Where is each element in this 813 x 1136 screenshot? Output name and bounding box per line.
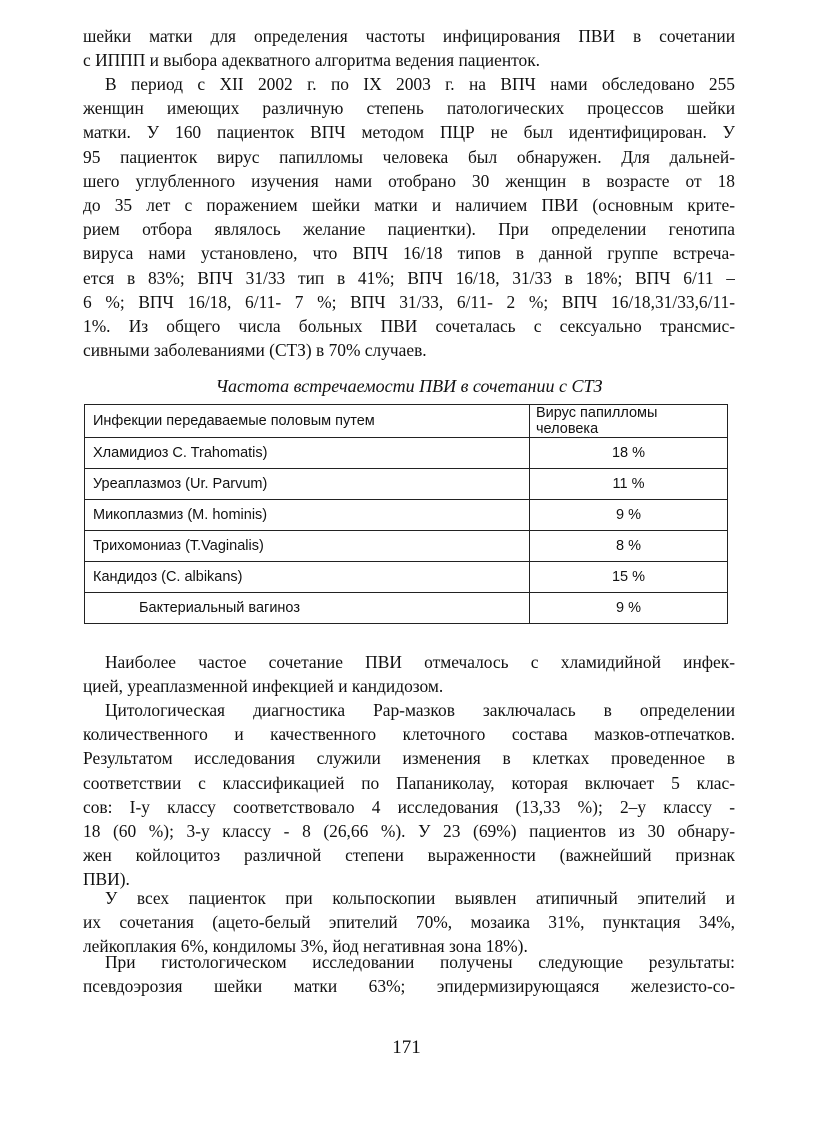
text-line: В период с XII 2002 г. по IX 2003 г. на ВПЧ нами обследовано 255 bbox=[105, 74, 735, 94]
text-line: сивными заболеваниями (СТЗ) в 70% случаев. bbox=[83, 340, 427, 361]
text-line: сов: I-у классу соответствовало 4 исследования (13,33 %); 2–у классу - bbox=[83, 796, 735, 817]
infection-cell: Трихомониаз (T.Vaginalis) bbox=[85, 531, 530, 562]
text-line: матки. У 160 пациенток ВПЧ методом ПЦР не был идентифицирован. У bbox=[83, 122, 735, 143]
infection-cell: Микоплазмиз (M. hominis) bbox=[85, 500, 530, 531]
text-line: рием отбора являлось желание пациентки). При определении генотипа bbox=[83, 219, 735, 240]
text-line: до 35 лет с поражением шейки матки и наличием ПВИ (основным крите- bbox=[83, 195, 735, 216]
infection-cell: Хламидиоз C. Trahomatis) bbox=[85, 438, 530, 469]
table-row bbox=[85, 500, 728, 531]
table-row bbox=[85, 593, 728, 624]
frequency-table bbox=[84, 404, 728, 624]
paragraph-histology bbox=[83, 950, 735, 998]
page-number: 171 bbox=[392, 1037, 421, 1058]
text-line: У всех пациенток при кольпоскопии выявлен атипичный эпителий и bbox=[105, 888, 735, 908]
paragraph-study-description bbox=[83, 72, 735, 362]
text-line: 18 (60 %); 3-у классу - 8 (26,66 %). У 23 (69%) пациентов из 30 обнару- bbox=[83, 821, 735, 842]
infection-cell: Уреаплазмоз (Ur. Parvum) bbox=[85, 469, 530, 500]
paragraph-intro-continuation bbox=[83, 24, 735, 72]
table-row bbox=[85, 438, 728, 469]
table-row bbox=[85, 469, 728, 500]
table-header-row bbox=[85, 405, 728, 438]
text-line: шейки матки для определения частоты инфицирования ПВИ в сочетании bbox=[83, 26, 735, 46]
text-line: 6 %; ВПЧ 16/18, 6/11- 7 %; ВПЧ 31/33, 6/11- 2 %; ВПЧ 16/18,31/33,6/11- bbox=[83, 291, 735, 312]
text-line: Цитологическая диагностика Pap-мазков заключалась в определении bbox=[105, 700, 735, 720]
paragraph-combination bbox=[83, 650, 735, 698]
text-line: ется в 83%; ВПЧ 31/33 тип в 41%; ВПЧ 16/18, 31/33 в 18%; ВПЧ 6/11 – bbox=[83, 267, 735, 288]
text-line: шего углубленного изучения нами отобрано 30 женщин в возрасте от 18 bbox=[83, 170, 735, 191]
value-cell: 18 % bbox=[530, 438, 728, 469]
table-row bbox=[85, 562, 728, 593]
infection-cell: Бактериальный вагиноз bbox=[85, 593, 530, 624]
value-cell: 8 % bbox=[530, 531, 728, 562]
value-cell: 15 % bbox=[530, 562, 728, 593]
text-line: жен койлоцитоз различной степени выраженности (важнейший признак bbox=[83, 845, 735, 866]
text-line: цией, уреаплазменной инфекцией и кандидозом. bbox=[83, 676, 444, 697]
text-line: с ИППП и выбора адекватного алгоритма ведения пациенток. bbox=[83, 50, 540, 71]
text-line: ПВИ). bbox=[83, 869, 130, 890]
text-line: Наиболее частое сочетание ПВИ отмечалось с хламидийной инфек- bbox=[105, 652, 735, 672]
text-line: лейкоплакия 6%, кондиломы 3%, йод негативная зона 18%). bbox=[83, 936, 528, 957]
text-line: их сочетания (ацето-белый эпителий 70%, мозаика 31%, пунктация 34%, bbox=[83, 912, 735, 933]
text-line: 1%. Из общего числа больных ПВИ сочеталась с сексуально трансмис- bbox=[83, 316, 735, 337]
text-line: псевдоэрозия шейки матки 63%; эпидермизирующаяся железисто-со- bbox=[83, 976, 735, 997]
value-cell: 11 % bbox=[530, 469, 728, 500]
paragraph-colposcopy bbox=[83, 886, 735, 959]
infection-cell: Кандидоз (C. albikans) bbox=[85, 562, 530, 593]
value-cell: 9 % bbox=[530, 593, 728, 624]
text-line: вируса нами установлено, что ВПЧ 16/18 типов в данной группе встреча- bbox=[83, 243, 735, 264]
text-line: женщин имеющих различную степень патологических процессов шейки bbox=[83, 98, 735, 119]
text-line: соответствии с классификацией по Папаниколау, которая включает 5 клас- bbox=[83, 772, 735, 793]
text-line: количественного и качественного клеточного состава мазков-отпечатков. bbox=[83, 724, 735, 745]
table-row bbox=[85, 531, 728, 562]
paragraph-cytology bbox=[83, 698, 735, 892]
text-line: При гистологическом исследовании получены следующие результаты: bbox=[105, 952, 735, 972]
value-cell: 9 % bbox=[530, 500, 728, 531]
column-header-infection: Инфекции передаваемые половым путем bbox=[85, 405, 530, 438]
text-line: 95 пациенток вирус папилломы человека был обнаружен. Для дальней- bbox=[83, 146, 735, 167]
text-line: Результатом исследования служили изменения в клетках проведенное в bbox=[83, 748, 735, 769]
table-caption: Частота встречаемости ПВИ в сочетании с СТЗ bbox=[215, 376, 603, 396]
column-header-hpv: Вирус папилломы человека bbox=[530, 405, 728, 438]
